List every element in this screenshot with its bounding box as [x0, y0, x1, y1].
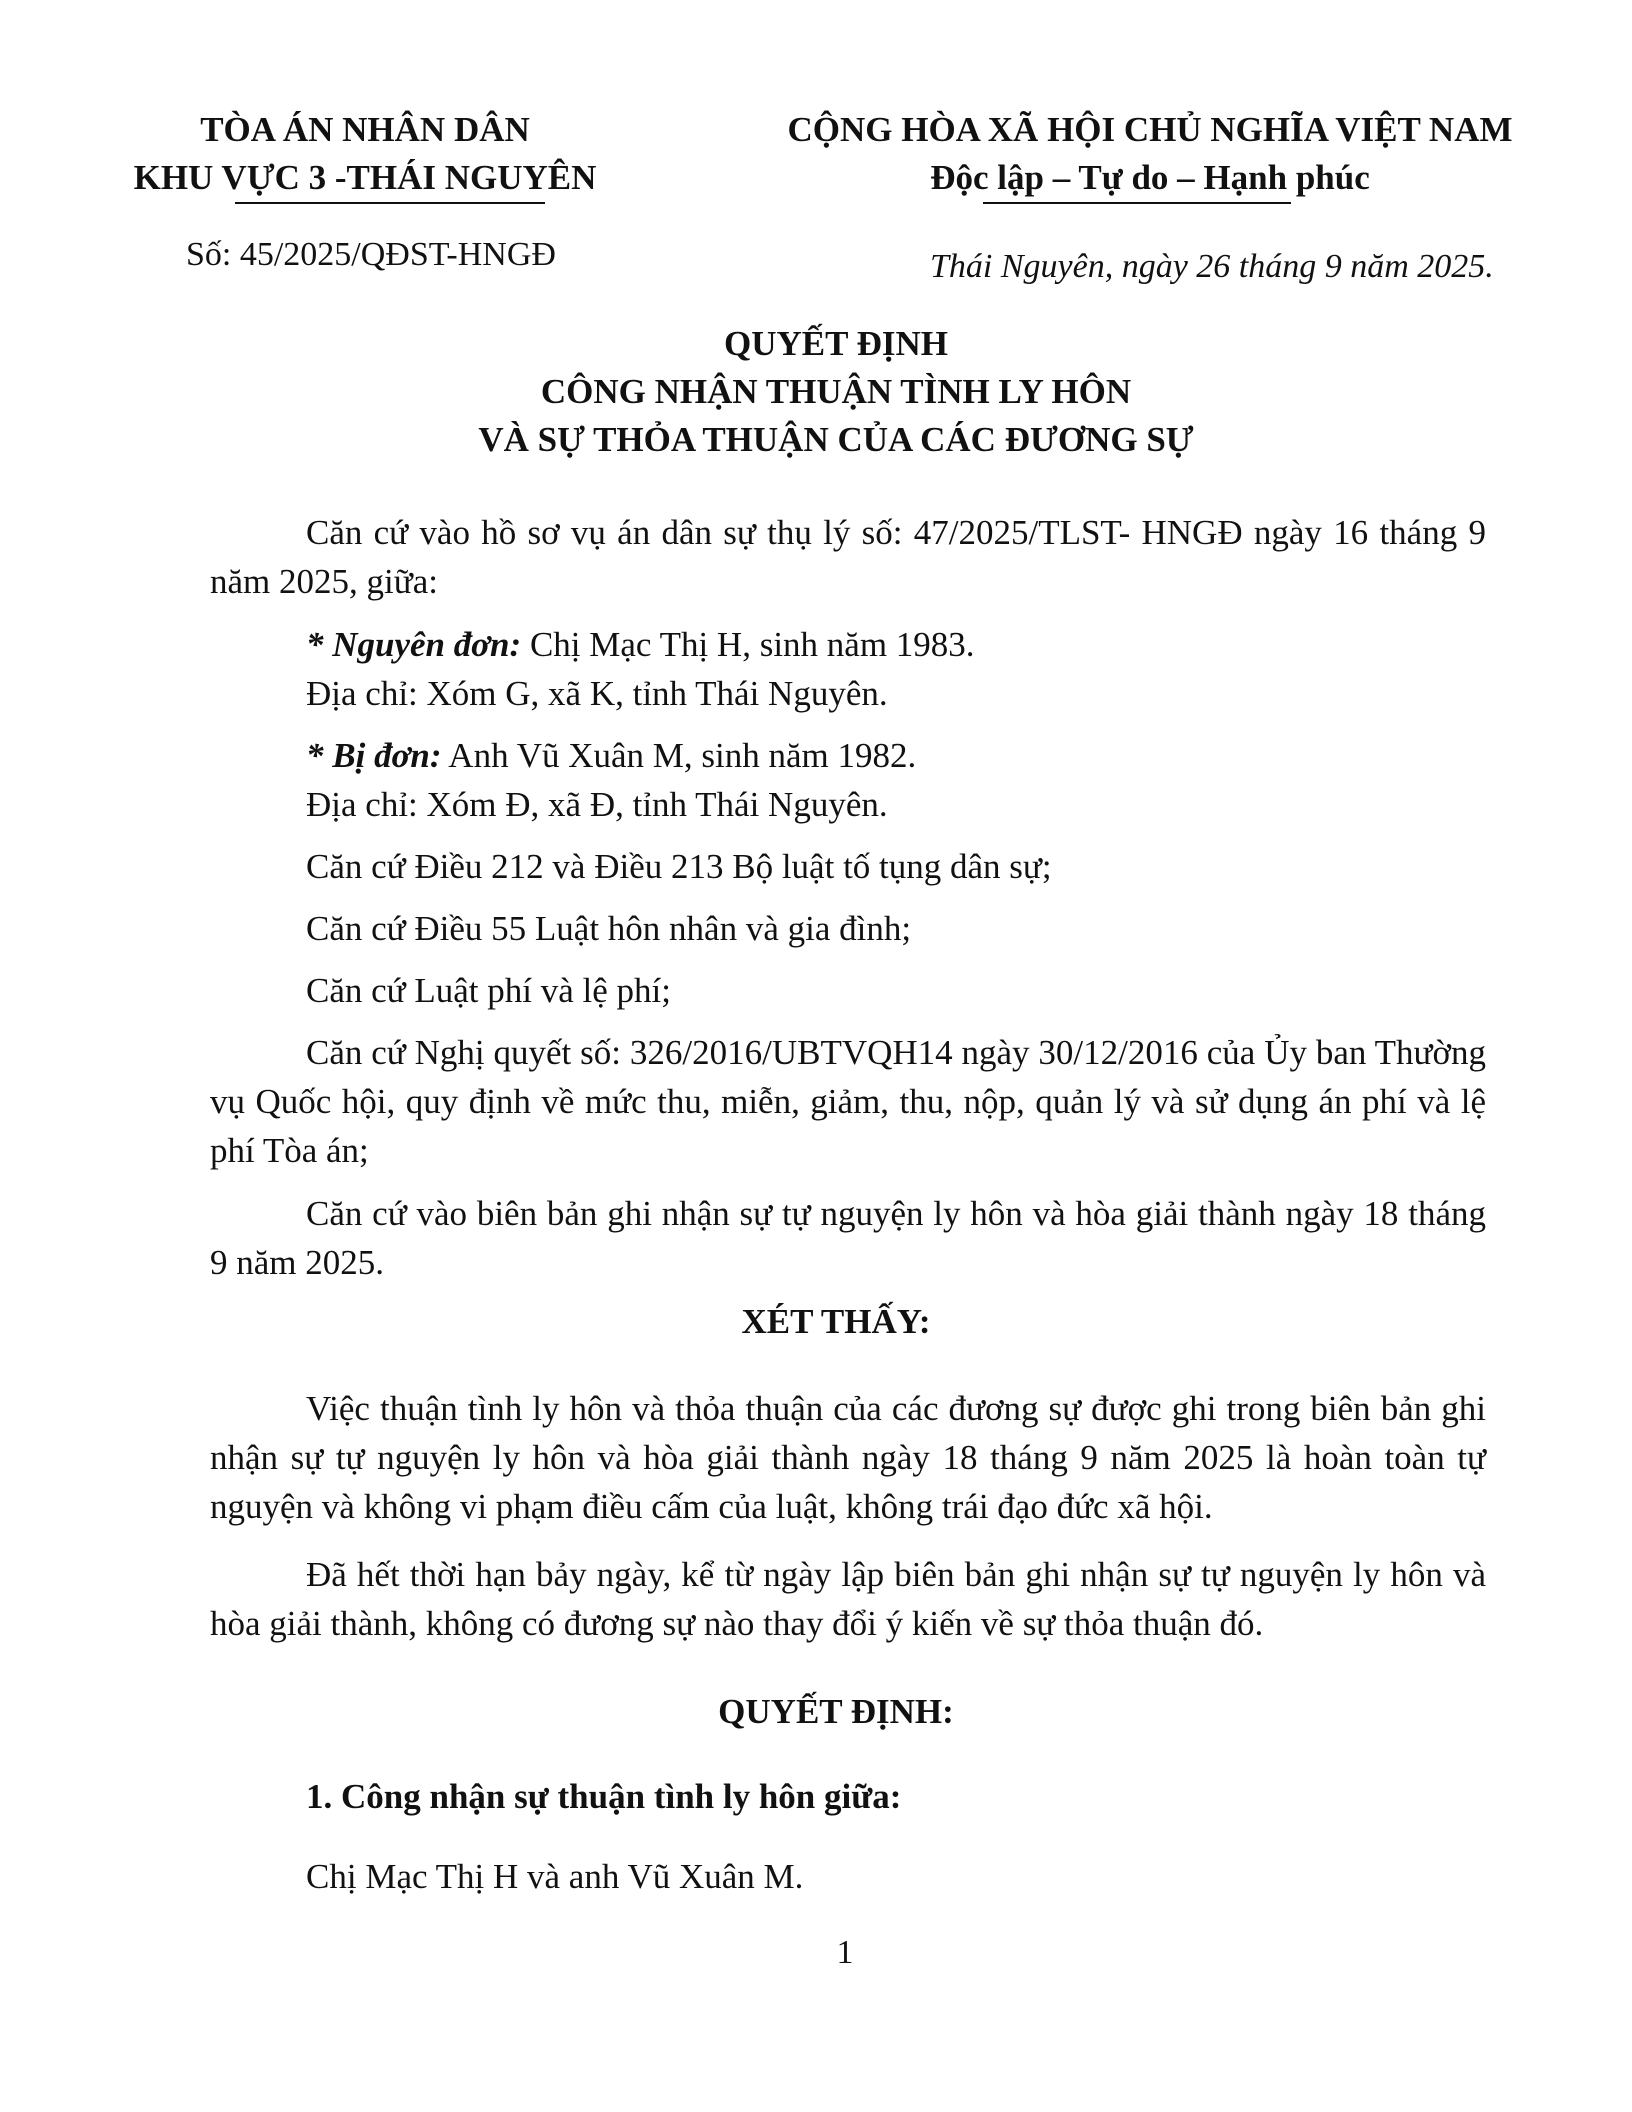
title-line2: CÔNG NHẬN THUẬN TÌNH LY HÔN — [540, 372, 1132, 411]
court-name-line1: TÒA ÁN NHÂN DÂN — [200, 110, 530, 149]
legal-basis-marriage-law: Căn cứ Điều 55 Luật hôn nhân và gia đình; — [306, 909, 912, 948]
defendant-address: Địa chỉ: Xóm Đ, xã Đ, tỉnh Thái Nguyên. — [306, 785, 888, 824]
page-number: 1 — [836, 1934, 854, 1971]
legal-basis-resolution: Căn cứ Nghị quyết số: 326/2016/UBTVQH14 ngày 30/12/2016 của Ủy ban Thường vụ Quốc hội, quy định về mức thu, miễn, giảm, thu, nộp, quản lý và sử dụng án phí và lệ phí Tòa án; — [210, 1033, 1486, 1170]
defendant-label: * Bị đơn: — [306, 736, 442, 775]
court-name-line2: KHU VỰC 3 -THÁI NGUYÊN — [133, 158, 597, 197]
decision-item-1-text: Chị Mạc Thị H và anh Vũ Xuân M. — [306, 1857, 804, 1896]
decision-item-1-heading: 1. Công nhận sự thuận tình ly hôn giữa: — [306, 1777, 902, 1816]
title-line3: VÀ SỰ THỎA THUẬN CỦA CÁC ĐƯƠNG SỰ — [478, 420, 1194, 459]
defendant-text: Anh Vũ Xuân M, sinh năm 1982. — [441, 736, 917, 775]
plaintiff-line — [306, 620, 975, 669]
legal-basis-minutes: Căn cứ vào biên bản ghi nhận sự tự nguyện ly hôn và hòa giải thành ngày 18 tháng 9 năm 2025. — [210, 1194, 1486, 1282]
nation-name: CỘNG HÒA XÃ HỘI CHỦ NGHĨA VIỆT NAM — [787, 110, 1513, 149]
plaintiff-address: Địa chỉ: Xóm G, xã K, tỉnh Thái Nguyên. — [306, 674, 888, 713]
legal-basis-civil-procedure: Căn cứ Điều 212 và Điều 213 Bộ luật tố tụng dân sự; — [306, 847, 1052, 886]
legal-basis-fee-law: Căn cứ Luật phí và lệ phí; — [306, 971, 671, 1010]
decision-heading: QUYẾT ĐỊNH: — [718, 1692, 954, 1731]
case-file-basis: Căn cứ vào hồ sơ vụ án dân sự thụ lý số: 47/2025/TLST- HNGĐ ngày 16 tháng 9 năm 2025, giữa: — [210, 513, 1486, 601]
findings-paragraph-1: Việc thuận tình ly hôn và thỏa thuận của các đương sự được ghi trong biên bản ghi nhận sự tự nguyện ly hôn và hòa giải thành ngày 18 tháng 9 năm 2025 là hoàn toàn tự nguyện và không vi phạm điều cấm của luật, không trái đạo đức xã hội. — [210, 1389, 1486, 1526]
motto-underline — [983, 202, 1291, 204]
court-name — [130, 106, 600, 202]
title-line1: QUYẾT ĐỊNH — [724, 324, 948, 363]
findings-paragraph-2: Đã hết thời hạn bảy ngày, kể từ ngày lập biên bản ghi nhận sự tự nguyện ly hôn và hòa giải thành, không có đương sự nào thay đổi ý kiến về sự thỏa thuận đó. — [210, 1555, 1486, 1643]
plaintiff-label: * Nguyên đơn: — [306, 625, 522, 664]
court-underline — [235, 202, 545, 204]
defendant-line — [306, 731, 916, 780]
findings-heading: XÉT THẤY: — [741, 1302, 931, 1341]
document-number: Số: 45/2025/QĐST-HNGĐ — [186, 236, 556, 273]
place-date: Thái Nguyên, ngày 26 tháng 9 năm 2025. — [930, 248, 1494, 285]
plaintiff-text: Chị Mạc Thị H, sinh năm 1983. — [521, 625, 975, 664]
national-motto — [770, 106, 1530, 202]
motto: Độc lập – Tự do – Hạnh phúc — [930, 158, 1370, 197]
document-title — [0, 320, 1632, 464]
